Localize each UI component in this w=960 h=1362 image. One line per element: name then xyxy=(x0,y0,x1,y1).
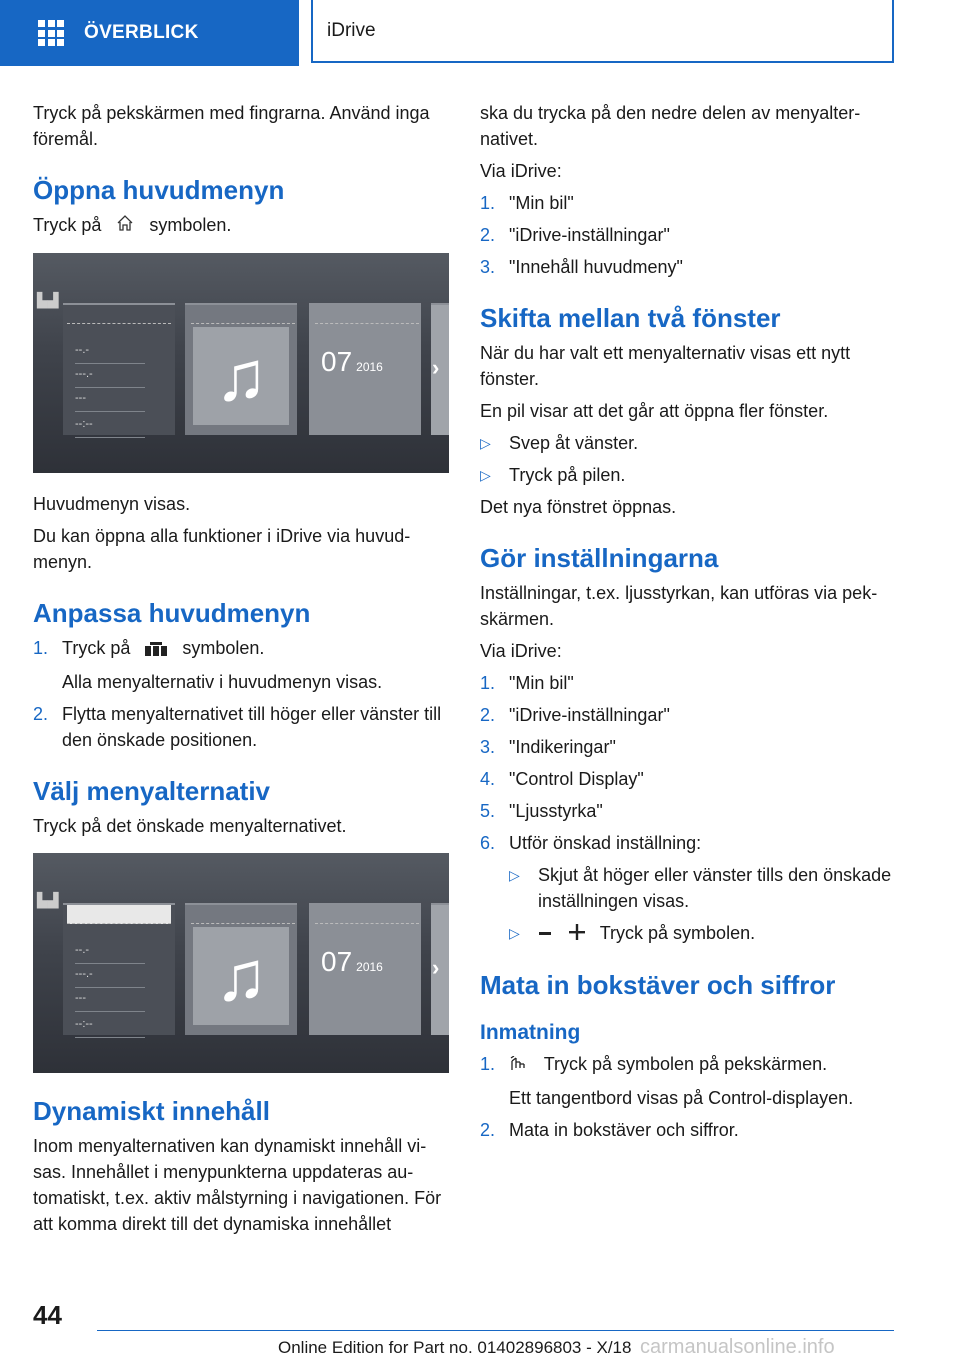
dynamic-text: Inom menyalternativen kan dynamiskt innehåll visas. Innehållet i menypunkterna uppdateras automatiskt, t.ex. aktiv målstyrning i navigationen. För att komma direkt till det dynamiska innehållet xyxy=(33,1135,442,1234)
arrow-right-icon: › xyxy=(432,954,440,980)
screenshot-main-menu xyxy=(33,253,449,473)
date-display: 07 2016 xyxy=(321,346,383,378)
list-item: 1. "Min bil" xyxy=(480,193,574,213)
menu-shown-text: Huvudmenyn visas. xyxy=(33,494,191,515)
minus-icon xyxy=(538,921,552,947)
screen-row: --:-- xyxy=(75,1011,145,1038)
heading-settings: Gör inställningarna xyxy=(480,543,719,573)
heading-customize-menu: Anpassa huvudmenyn xyxy=(33,598,311,629)
customize-steps xyxy=(33,635,449,752)
screen-row: --- xyxy=(75,985,145,1012)
input-sub-text: Ett tangentbord visas på Control-displayen. xyxy=(509,1087,854,1108)
via-idrive-1: Via iDrive: xyxy=(480,161,562,181)
arrow-right-icon: › xyxy=(432,355,440,381)
list-item: 4. "Control Display" xyxy=(480,769,644,789)
list-item: ▷ Tryck på pilen. xyxy=(480,462,896,488)
input-steps xyxy=(480,1051,896,1142)
list-item: ▷ Tryck på symbolen. xyxy=(509,920,896,947)
menu-customize-icon: ▙▟ xyxy=(37,891,59,908)
list-item: 2. Mata in bokstäver och siffror. xyxy=(480,1119,739,1140)
list-item: 1. "Min bil" xyxy=(480,673,574,693)
watermark: carmanualsonline.info xyxy=(640,1336,835,1358)
plus-icon xyxy=(569,921,585,947)
setting-sub-bullets xyxy=(480,862,896,947)
left-column xyxy=(33,100,449,1243)
screen-row: ---.- xyxy=(75,961,145,988)
heading-input: Inmatning xyxy=(480,1021,581,1045)
heading-enter-text: Mata in bokstäver och siffror xyxy=(480,970,836,1001)
switch-text-2: En pil visar att det går att öppna fler fönster. xyxy=(480,401,829,421)
triangle-bullet-icon: ▷ xyxy=(480,435,491,451)
edition-text: Online Edition for Part no. 01402896803 - X/18 xyxy=(278,1338,632,1357)
via-idrive-2: Via iDrive: xyxy=(480,641,562,661)
section-tab-label: ÖVERBLICK xyxy=(84,22,199,43)
date-display: 07 2016 xyxy=(321,945,383,977)
menu-customize-icon: ▙▟ xyxy=(37,292,59,309)
triangle-bullet-icon: ▷ xyxy=(509,925,520,941)
list-item: 2. "iDrive-inställningar" xyxy=(480,705,670,725)
screen-row: --:-- xyxy=(75,411,145,438)
list-item: 3. "Indikeringar" xyxy=(480,737,616,757)
heading-dynamic-content: Dynamiskt innehåll xyxy=(33,1095,270,1126)
idrive-path-list-1 xyxy=(480,190,896,280)
list-item: 3. "Innehåll huvudmeny" xyxy=(480,257,683,277)
list-item: 6. Utför önskad inställning: xyxy=(480,833,702,853)
grid-icon xyxy=(38,20,64,46)
list-item: 2. "iDrive-inställningar" xyxy=(480,225,670,245)
open-instruction xyxy=(33,212,449,239)
open-post: symbolen. xyxy=(149,215,232,235)
all-functions-text: Du kan öppna alla funktioner i iDrive via huvudmenyn. xyxy=(33,526,411,573)
list-item: ▷ Svep åt vänster. xyxy=(480,430,896,456)
switch-bullets xyxy=(480,430,896,488)
section-tab[interactable] xyxy=(0,0,299,66)
right-column xyxy=(480,100,896,1149)
switch-text-1: När du har valt ett menyalternativ visas ett nytt fönster. xyxy=(480,343,851,389)
customize-icon xyxy=(145,637,167,663)
heading-switch-windows: Skifta mellan två fönster xyxy=(480,303,781,333)
open-pre: Tryck på xyxy=(33,215,102,235)
footer-divider xyxy=(97,1330,894,1331)
music-note-icon: ♫ xyxy=(193,927,289,1025)
home-icon xyxy=(116,213,134,239)
screen-row: --.- xyxy=(75,937,145,964)
continued-text: ska du trycka på den nedre delen av menyalternativet. xyxy=(480,103,861,149)
screen-row: ---.- xyxy=(75,361,145,388)
select-text: Tryck på det önskade menyalternativet. xyxy=(33,815,347,836)
settings-text: Inställningar, t.ex. ljusstyrkan, kan utföras via pekskärmen. xyxy=(480,583,878,629)
intro-text: Tryck på pekskärmen med fingrarna. Använd inga föremål. xyxy=(33,103,430,149)
list-item: ▷ Skjut åt höger eller vänster tills den önskade inställningen visas. xyxy=(509,862,896,914)
screen-row: --.- xyxy=(75,337,145,364)
heading-select-item: Välj menyalternativ xyxy=(33,775,270,806)
chapter-title: iDrive xyxy=(311,0,894,63)
screen-row: --- xyxy=(75,385,145,412)
list-item: 5. "Ljusstyrka" xyxy=(480,801,603,821)
customize-sub-text: Alla menyalternativ i huvudmenyn visas. xyxy=(62,671,383,692)
list-item: 2. Flytta menyalternativet till höger eller vänster till den önskade positionen. xyxy=(33,703,442,750)
triangle-bullet-icon: ▷ xyxy=(509,867,520,883)
idrive-path-list-2 xyxy=(480,670,896,856)
music-note-icon: ♫ xyxy=(193,327,289,425)
list-item: 1. Tryck på symbolen. Alla menyalternativ i huvudmenyn visas. xyxy=(33,635,449,694)
switch-text-3: Det nya fönstret öppnas. xyxy=(480,497,677,517)
triangle-bullet-icon: ▷ xyxy=(480,467,491,483)
list-item: 1. Tryck på symbolen på pekskärmen. Ett tangentbord visas på Control-displayen. xyxy=(480,1051,896,1110)
page-number: 44 xyxy=(33,1300,62,1330)
handwriting-icon xyxy=(509,1053,529,1079)
screenshot-select-item xyxy=(33,853,449,1073)
heading-open-menu: Öppna huvudmenyn xyxy=(33,175,285,205)
